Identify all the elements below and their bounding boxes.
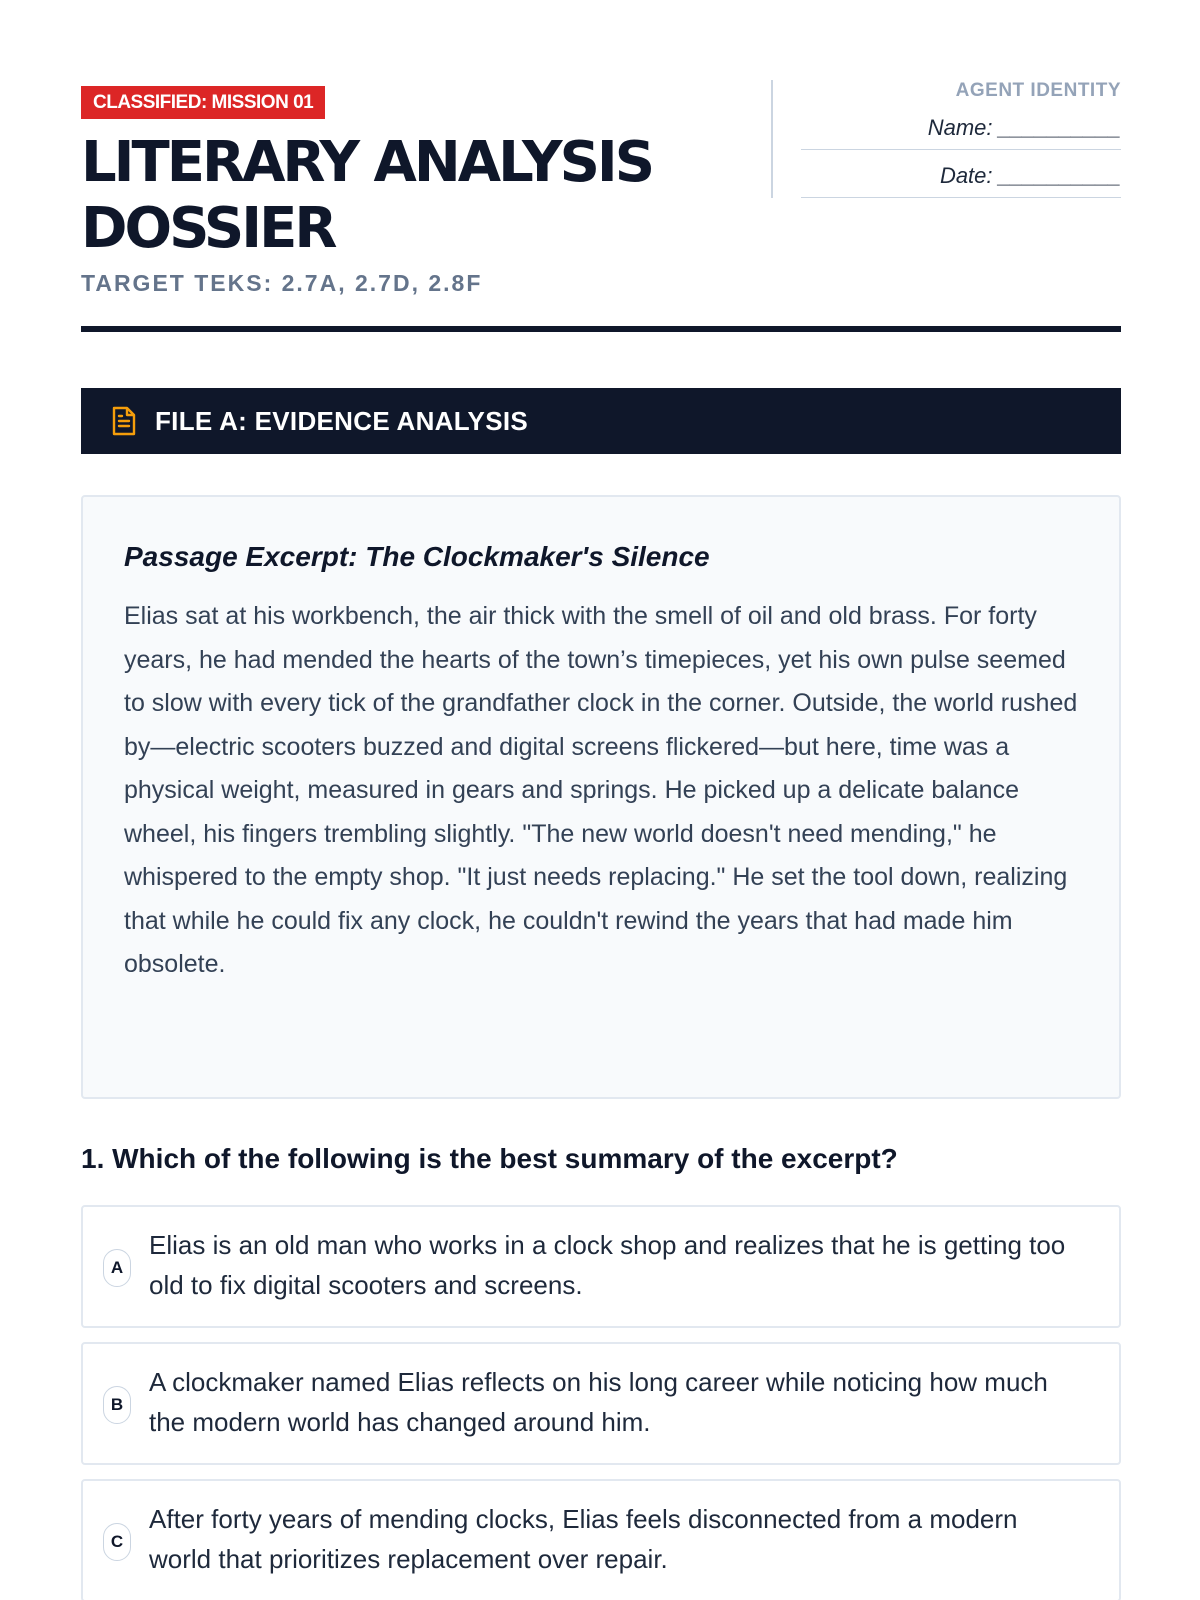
question-prompt: 1. Which of the following is the best summary of the excerpt?	[81, 1143, 898, 1174]
name-field[interactable]: Name: __________	[801, 106, 1121, 150]
passage-box	[81, 495, 1121, 1099]
date-field[interactable]: Date: __________	[801, 154, 1121, 198]
answer-option-a[interactable]	[81, 1205, 1121, 1328]
worksheet-page	[81, 0, 1121, 1600]
option-letter: A	[103, 1249, 131, 1287]
answer-option-c[interactable]	[81, 1479, 1121, 1600]
header-divider	[81, 326, 1121, 332]
dossier-header	[81, 80, 1121, 332]
document-icon	[111, 406, 137, 436]
passage-text: Elias sat at his workbench, the air thick with the smell of oil and old brass. For forty years, he had mended the hearts of the town’s timepieces, yet his own pulse seemed to slow with every tick of the grandfather clock in the corner. Outside, the world rushed by—electric scooters buzzed and digital screens flickered—but here, time was a physical weight, measured in gears and springs. He picked up a delicate balance wheel, his fingers trembling slightly. "The new world doesn't need mending," he whispered to the empty shop. "It just needs replacing." He set the tool down, realizing that while he could fix any clock, he couldn't rewind the years that had made him obsolete.	[124, 602, 1078, 978]
passage-title: Passage Excerpt: The Clockmaker's Silence	[124, 541, 710, 572]
option-text: After forty years of mending clocks, Elias feels disconnected from a modern world that prioritizes replacement over repair.	[149, 1504, 1018, 1574]
section-header-file-a	[81, 388, 1121, 454]
option-text: Elias is an old man who works in a clock shop and realizes that he is getting too old to fix digital scooters and screens.	[149, 1230, 1066, 1300]
classified-badge: CLASSIFIED: MISSION 01	[81, 86, 325, 119]
option-letter: C	[103, 1523, 131, 1561]
target-teks: TARGET TEKS: 2.7A, 2.7D, 2.8F	[81, 270, 483, 296]
page-title: LITERARY ANALYSIS DOSSIER	[81, 130, 653, 261]
option-text: A clockmaker named Elias reflects on his long career while noticing how much the modern world has changed around him.	[149, 1367, 1048, 1437]
agent-identity-title: AGENT IDENTITY	[955, 80, 1121, 101]
section-title: FILE A: EVIDENCE ANALYSIS	[155, 405, 528, 436]
option-letter: B	[103, 1386, 131, 1424]
agent-identity-box	[771, 80, 1121, 198]
answer-option-b[interactable]	[81, 1342, 1121, 1465]
